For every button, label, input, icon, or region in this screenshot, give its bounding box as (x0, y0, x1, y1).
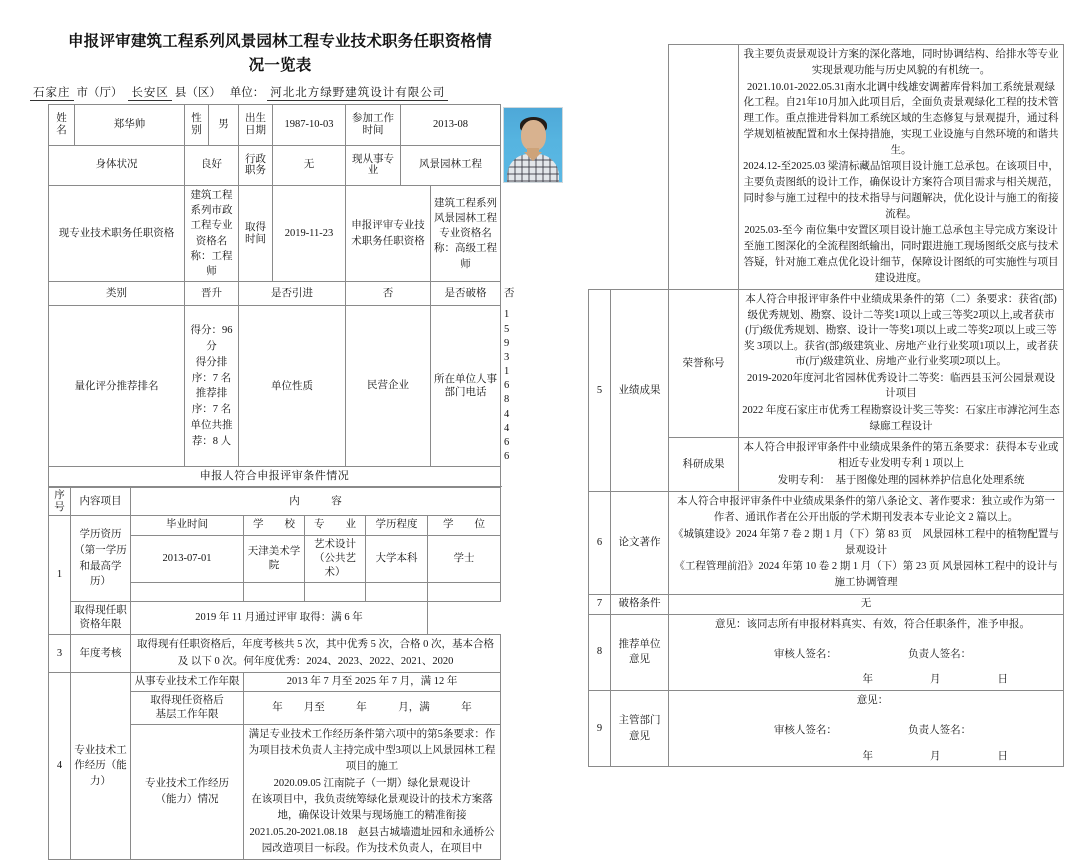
tech-work-years-value: 2013 年 7 月至 2025 年 7 月，满 12 年 (244, 672, 501, 691)
qualification-years-value: 2019 年 11 月通过评审 取得：满 6 年 (131, 602, 428, 635)
row-seq-9: 9 (589, 691, 611, 767)
row-item-recommend-unit (611, 614, 669, 690)
date-label[interactable]: 年 月 日 (862, 674, 1020, 686)
dept-opinion-label-line1: 主管部门 (618, 714, 661, 726)
continued-item-spacer (611, 45, 669, 290)
table-row (49, 105, 501, 146)
research-paragraph: 本人符合申报评审条件中业绩成果条件的第五条要求：获得本专业或相近专业发明专利 1 项以上 (743, 442, 1059, 469)
photo-head (521, 120, 546, 151)
score-line: 得分排序：7 名 (191, 356, 232, 384)
edu-school-2 (244, 583, 305, 602)
edu-level-2 (366, 583, 428, 602)
health-value: 良好 (185, 145, 239, 186)
leader-signature-label[interactable]: 负责人签名： (908, 648, 972, 660)
personal-info-table (48, 104, 515, 487)
edu-grad-time: 2013-07-01 (131, 535, 244, 583)
opinion-text: 意见： (856, 695, 889, 707)
row-item-education: 学历资历（第一学历和最高学历） (71, 516, 131, 602)
current-major-value: 风景园林工程 (401, 145, 501, 186)
conditions-banner: 申报人符合申报评审条件情况 (49, 467, 501, 487)
current-title-value: 建筑工程系列市政工程专业资格名称：工程师 (185, 186, 239, 282)
health-label: 身体状况 (49, 145, 185, 186)
grassroots-years-label-line1: 取得现任资格后 (150, 695, 224, 707)
unit-nature-value: 民营企业 (346, 306, 431, 467)
experience-paragraph: 2020.09.05 江南院子（一期）绿化景观设计 (273, 777, 471, 789)
row-item-papers: 论文著作 (611, 492, 669, 595)
work-start-value: 2013-08 (401, 105, 501, 146)
experience-paragraph: 在该项目中，我负责统筹绿化景观设计的技术方案落地，确保设计效果与现场施工的精准衔接 (251, 794, 493, 822)
score-line: 单位共推荐：8 人 (190, 419, 233, 447)
subheader-unit-label: 单位： (229, 87, 265, 100)
table-row (49, 467, 501, 487)
row-seq-7: 7 (589, 594, 611, 614)
row-seq-3: 3 (49, 635, 71, 673)
qualification-years-label: 取得现任职资格年限 (71, 602, 131, 635)
applicant-photo (503, 107, 563, 183)
score-line: 得分：96 分 (190, 325, 233, 353)
tech-experience-label-line2: （能力）情况 (155, 794, 219, 806)
date-label[interactable]: 年 月 日 (862, 750, 1020, 762)
opinion-text: 意见：该同志所有申报材料真实、有效，符合任职条件，准予申报。 (715, 618, 1030, 630)
apply-title-label: 申报评审专业技术职务任职资格 (346, 186, 431, 282)
signature-row (685, 647, 1060, 663)
subheader-unit: 河北北方绿野建筑设计有限公司 (267, 84, 448, 101)
score-line: 推荐排序：7 名 (191, 388, 232, 416)
category-value: 晋升 (185, 282, 239, 306)
table-row (589, 594, 1064, 614)
edu-degree: 学士 (428, 535, 501, 583)
row-item-dept-opinion (611, 691, 669, 767)
admin-post-label: 行政职务 (239, 145, 273, 186)
hr-phone-label: 所在单位人事部门电话 (431, 306, 501, 467)
name-label: 姓名 (49, 105, 75, 146)
row-item-annual-review: 年度考核 (71, 635, 131, 673)
obtain-time-value: 2019-11-23 (273, 186, 346, 282)
admin-post-value: 无 (273, 145, 346, 186)
grassroots-years-label (131, 692, 244, 725)
edu-level: 大学本科 (366, 535, 428, 583)
category-label: 类别 (49, 282, 185, 306)
honor-paragraph: 2019-2020年度河北省园林优秀设计二等奖：临西县玉河公园景观设计项目 (747, 372, 1055, 400)
experience-paragraph-cont: 我主要负责景观设计方案的深化落地，同时协调结构、给排水等专业实现景观功能与历史风貌的有机统一。 (743, 49, 1059, 76)
honor-title-content (739, 290, 1064, 438)
research-paragraph: 发明专利： 基于图像处理的园林养护信息化处理系统 (777, 474, 1025, 486)
table-row (589, 614, 1064, 690)
experience-paragraph-cont: 2024.12-至2025.03 梁清标藏品馆项目设计施工总承包。在该项目中，主要负责图纸的设计工作，确保设计方案符合项目需求与相关规范，同时参与施工过程中的技术指导与问题解决，优化设计与施工的衔接流程。 (743, 161, 1059, 220)
table-row: 类别 晋升 是否引进 否 是否破格 否 (49, 282, 501, 306)
leader-signature-label[interactable]: 负责人签名： (908, 724, 972, 736)
current-major-label: 现从事专业 (346, 145, 401, 186)
exception-label: 是否破格 (431, 282, 501, 306)
score-rank-label: 量化评分推荐排名 (49, 306, 185, 467)
table-row (49, 186, 501, 282)
tech-experience-label-line1: 专业技术工作经历 (145, 777, 229, 789)
edu-col-degree: 学 位 (428, 516, 501, 535)
recommend-unit-label-line1: 推荐单位 (618, 638, 661, 650)
introduced-label: 是否引进 (239, 282, 346, 306)
continued-seq-spacer (589, 45, 611, 290)
table-row (589, 492, 1064, 595)
edu-major: 艺术设计（公共艺术） (305, 535, 366, 583)
gender-value: 男 (209, 105, 239, 146)
table-row (589, 45, 1064, 290)
work-start-label: 参加工作时间 (346, 105, 401, 146)
experience-paragraph: 满足专业技术工作经历条件第六项中的第5条要求：作为项目技术负责人主持完成中型3项以上风景园林工程项目的施工 (248, 729, 496, 772)
subheader (0, 84, 560, 101)
table-row (49, 488, 501, 516)
row-seq-1: 1 (49, 516, 71, 635)
recommend-unit-label-line2: 意见 (629, 654, 650, 666)
page-right (560, 0, 1080, 764)
obtain-time-label: 取得时间 (239, 186, 273, 282)
experience-content-continued (739, 45, 1064, 290)
birth-label: 出生日期 (239, 105, 273, 146)
subheader-district: 长安区 (128, 84, 172, 101)
honor-paragraph: 本人符合申报评审条件中业绩成果条件的第（二）条要求：获省(部)级优秀规划、勘察、设计二等奖1项以上或三等奖2项以上,或者获市(厅)级优秀规划、勘察、设计一等奖1项以上或二等奖2项以上或三等奖 3项以上。获省(部)级建筑业、房地产业行业奖项1项以上，或者获市(厅)级建筑业、房地产业行业奖项2项以上。 (743, 294, 1059, 368)
subheader-district-label: 县（区） (174, 87, 221, 100)
dept-opinion-label-line2: 意见 (629, 730, 650, 742)
annual-review-content: 取得现有任职资格后，年度考核共 5 次，其中优秀 5 次，合格 0 次，基本合格及 以下 0 次。何年度优秀：2024、2023、2022、2021、2020 (131, 635, 501, 673)
tech-experience-content (244, 725, 501, 860)
row-seq-6: 6 (589, 492, 611, 595)
exception-content: 无 (669, 594, 1064, 614)
birth-value: 1987-10-03 (273, 105, 346, 146)
introduced-value: 否 (346, 282, 431, 306)
table-row (589, 290, 1064, 438)
research-results-label: 科研成果 (669, 438, 739, 492)
conditions-table (48, 487, 501, 860)
honor-title-label: 荣誉称号 (669, 290, 739, 438)
grassroots-years-value: 年 月至 年 月，满 年 (244, 692, 501, 725)
table-row (49, 602, 501, 635)
edu-school: 天津美术学院 (244, 535, 305, 583)
page-title (30, 30, 530, 78)
grassroots-years-label-line2: 基层工作年限 (155, 709, 219, 721)
paper-paragraph: 本人符合申报评审条件中业绩成果条件的第八条论文、著作要求：独立或作为第一作者、通讯作者在公开出版的学术期刊发表本专业论文 2 篇以上。 (677, 496, 1055, 524)
row-item-work-experience: 专业技术工作经历（能力） (71, 672, 131, 860)
row-seq-5: 5 (589, 290, 611, 492)
current-title-label: 现专业技术职务任职资格 (49, 186, 185, 282)
experience-paragraph: 2021.05.20-2021.08.18 赵县古城墙遗址园和永通桥公园改造项目一标段。作为技术负责人，在项目中 (249, 826, 495, 854)
tech-experience-label (131, 725, 244, 860)
col-content-header: 内 容 (131, 488, 501, 516)
page-title-line1: 申报评审建筑工程系列风景园林工程专业技术职务任职资格情 (68, 33, 492, 50)
unit-nature-label: 单位性质 (239, 306, 346, 467)
score-rank-value (185, 306, 239, 467)
edu-col-grad-time: 毕业时间 (131, 516, 244, 535)
gender-label: 性别 (185, 105, 209, 146)
recommend-unit-opinion (669, 614, 1064, 690)
tech-work-years-label: 从事专业技术工作年限 (131, 672, 244, 691)
col-seq-header: 序号 (49, 488, 71, 516)
conditions-table-continued (588, 44, 1064, 767)
col-item-header: 内容项目 (71, 488, 131, 516)
papers-content (669, 492, 1064, 595)
subheader-city: 石家庄 (30, 84, 74, 101)
photo-collar (524, 152, 542, 161)
page-title-line2: 况一览表 (248, 57, 312, 75)
table-row (49, 145, 501, 186)
reviewer-signature-label[interactable]: 审核人签名： (773, 724, 837, 736)
table-row (49, 672, 501, 691)
reviewer-signature-label[interactable]: 审核人签名： (773, 648, 837, 660)
continued-label-spacer (669, 45, 739, 290)
edu-major-2 (305, 583, 366, 602)
subheader-city-label: 市（厅） (76, 87, 123, 100)
experience-paragraph-cont: 2025.03-至今 南位集中安置区项目设计施工总承包主导完成方案设计至施工图深化的全流程图纸输出，同时跟进施工现场图纸交底与技术答疑，针对施工难点优化设计细节，保障设计图纸的可实施性与项目建设进度。 (743, 225, 1059, 284)
row-item-achievements: 业绩成果 (611, 290, 669, 492)
table-row (49, 516, 501, 535)
honor-paragraph: 2022 年度石家庄市优秀工程勘察设计奖三等奖：石家庄市滹沱河生态绿廊工程设计 (742, 404, 1060, 432)
paper-paragraph: 《城镇建设》2024 年第 7 卷 2 期 1 月（下）第 83 页 风景园林工程中的植物配置与景观设计 (673, 528, 1059, 556)
paper-paragraph: 《工程管理前沿》2024 年第 10 卷 2 期 1 月（下）第 23 页 风景园林工程中的设计与施工协调管理 (674, 561, 1058, 589)
name-value: 郑华帅 (75, 105, 185, 146)
dept-opinion-content (669, 691, 1064, 767)
research-results-content (739, 438, 1064, 492)
row-item-exception: 破格条件 (611, 594, 669, 614)
edu-grad-time-2 (131, 583, 244, 602)
edu-col-major: 专 业 (305, 516, 366, 535)
edu-col-level: 学历程度 (366, 516, 428, 535)
row-seq-4: 4 (49, 672, 71, 860)
signature-row (685, 723, 1060, 739)
experience-paragraph-cont: 2021.10.01-2022.05.31南水北调中线雄安调蓄库骨料加工系统景观绿化工程。自21年10月加入此项目后，全面负责景观绿化工程的技术管理工作。重点推进骨料加工系统区域的生态修复与景观提升，通过科学规划植被配置和水土保持措施，实现工业设施与自然环境的和谐共生。 (743, 81, 1059, 156)
edu-col-school: 学 校 (244, 516, 305, 535)
row-seq-8: 8 (589, 614, 611, 690)
apply-title-value: 建筑工程系列风景园林工程专业资格名称：高级工程师 (431, 186, 501, 282)
table-row (49, 635, 501, 673)
table-row (589, 691, 1064, 767)
table-row: 量化评分推荐排名 得分：96 分 得分排序：7 名 推荐排序：7 名 单位共推荐：8 人 单位性质 民营企业 所在单位人事部门电话 15931684466 (49, 306, 501, 467)
edu-degree-2 (428, 583, 501, 602)
